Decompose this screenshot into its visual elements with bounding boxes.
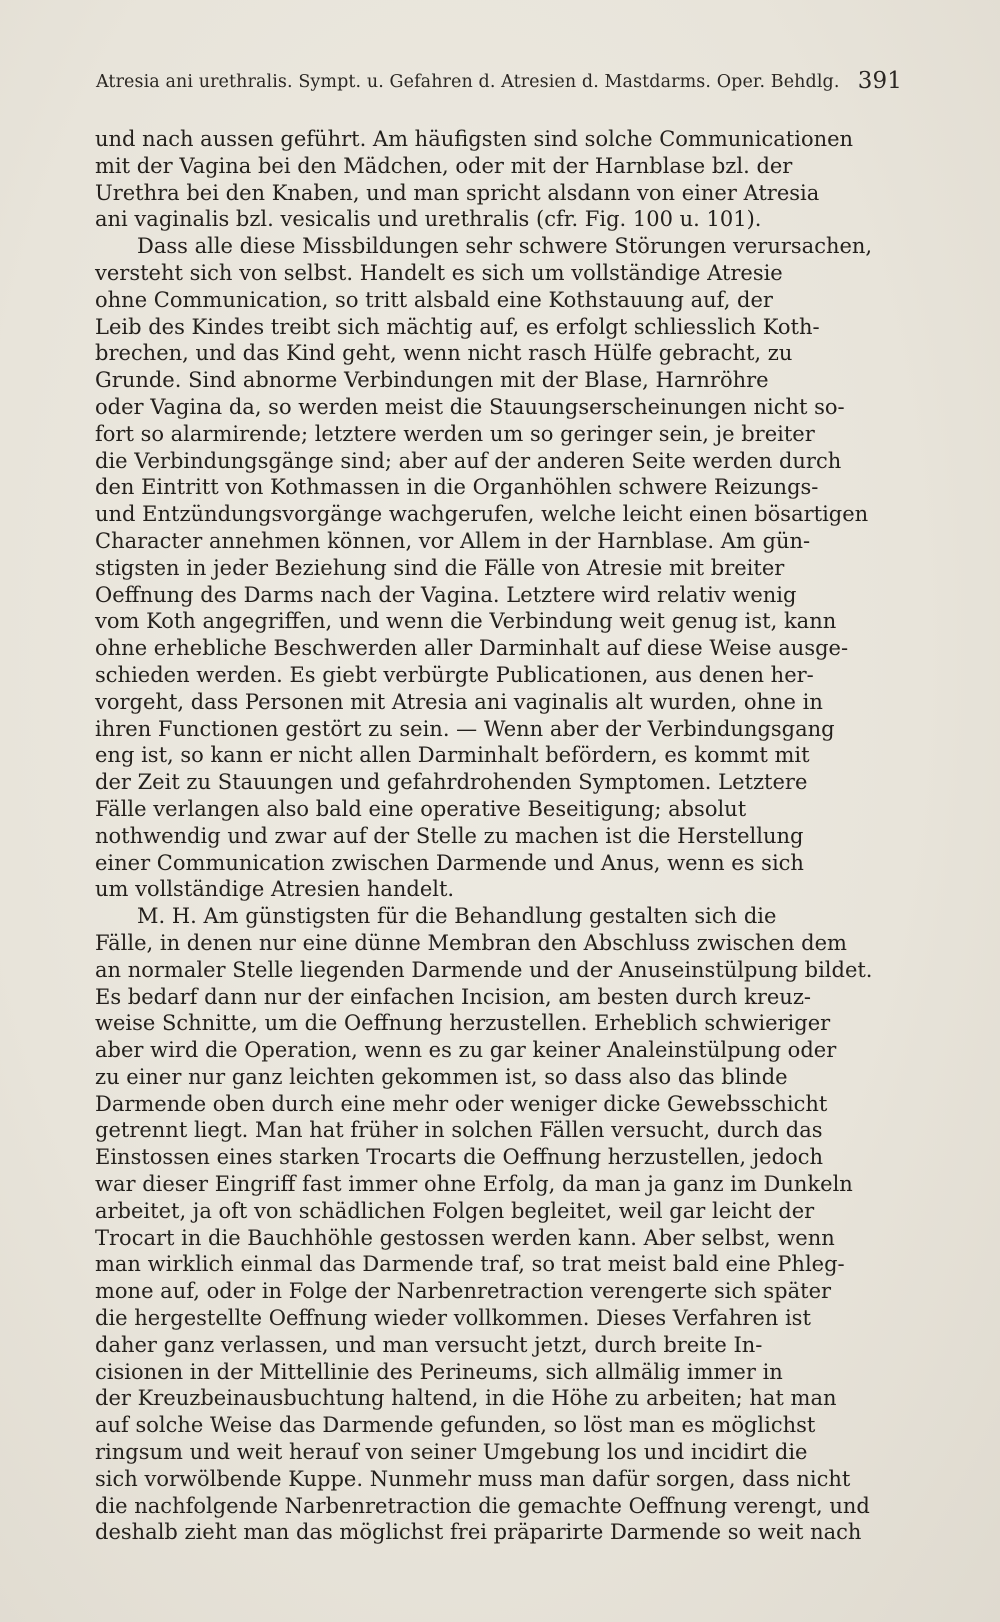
text-line bbox=[95, 501, 905, 528]
text-line-content: vorgeht, dass Personen mit Atresia ani vaginalis alt wurden, ohne in bbox=[95, 689, 823, 714]
text-line bbox=[95, 823, 905, 850]
text-line bbox=[95, 903, 905, 930]
text-line bbox=[95, 474, 905, 501]
text-line bbox=[95, 1037, 905, 1064]
text-line bbox=[95, 1171, 905, 1198]
text-line-content: Trocart in die Bauchhöhle gestossen werden kann. Aber selbst, wenn bbox=[95, 1225, 835, 1250]
text-line bbox=[95, 876, 905, 903]
text-line bbox=[95, 742, 905, 769]
text-line-content: vom Koth angegriffen, und wenn die Verbindung weit genug ist, kann bbox=[95, 609, 837, 634]
text-line-content: aber wird die Operation, wenn es zu gar keiner Analeinstülpung oder bbox=[95, 1038, 837, 1063]
text-line bbox=[95, 1198, 905, 1225]
text-line-content: ringsum und weit herauf von seiner Umgebung los und incidirt die bbox=[95, 1440, 808, 1465]
text-line-content: einer Communication zwischen Darmende und Anus, wenn es sich bbox=[95, 850, 804, 875]
text-line bbox=[95, 1466, 905, 1493]
text-line-content: fort so alarmirende; letztere werden um so geringer sein, je breiter bbox=[95, 421, 815, 446]
text-line-content: der Zeit zu Stauungen und gefahrdrohenden Symptomen. Letztere bbox=[95, 770, 808, 795]
text-line-content: an normaler Stelle liegenden Darmende und der Anuseinstülpung bildet. bbox=[95, 957, 873, 982]
text-line bbox=[95, 340, 905, 367]
text-line-content: nothwendig und zwar auf der Stelle zu machen ist die Herstellung bbox=[95, 823, 804, 848]
text-line-content: die nachfolgende Narbenretraction die gemachte Oeffnung verengt, und bbox=[95, 1493, 870, 1518]
text-line bbox=[95, 796, 905, 823]
text-line bbox=[95, 555, 905, 582]
running-head-title: Atresia ani urethralis. Sympt. u. Gefahren d. Atresien d. Mastdarms. Oper. Behdlg. bbox=[96, 72, 840, 92]
text-line-content: ohne Communication, so tritt alsbald eine Kothstauung auf, der bbox=[95, 287, 773, 312]
text-line bbox=[95, 233, 905, 260]
text-line bbox=[95, 984, 905, 1011]
text-line-content: ohne erhebliche Beschwerden aller Darminhalt auf diese Weise ausge- bbox=[95, 636, 849, 661]
text-line-content: war dieser Eingriff fast immer ohne Erfolg, da man ja ganz im Dunkeln bbox=[95, 1172, 853, 1197]
text-line bbox=[95, 1144, 905, 1171]
text-line bbox=[95, 1519, 905, 1546]
text-line-content: schieden werden. Es giebt verbürgte Publicationen, aus denen her- bbox=[95, 662, 814, 687]
text-line-content: ihren Functionen gestört zu sein. — Wenn aber der Verbindungsgang bbox=[95, 716, 835, 741]
text-line-content: der Kreuzbeinausbuchtung haltend, in die Höhe zu arbeiten; hat man bbox=[95, 1386, 837, 1411]
text-line bbox=[95, 126, 905, 153]
text-line bbox=[95, 394, 905, 421]
text-line bbox=[95, 1251, 905, 1278]
running-head bbox=[96, 68, 902, 102]
text-line-content: die hergestellte Oeffnung wieder vollkommen. Dieses Verfahren ist bbox=[95, 1306, 811, 1331]
text-line-content: weise Schnitte, um die Oeffnung herzustellen. Erheblich schwieriger bbox=[95, 1011, 831, 1036]
page-number: 391 bbox=[857, 68, 902, 94]
text-line-content: M. H. Am günstigsten für die Behandlung gestalten sich die bbox=[137, 904, 777, 929]
text-line-content: Oeffnung des Darms nach der Vagina. Letztere wird relativ wenig bbox=[95, 582, 797, 607]
text-line bbox=[95, 448, 905, 475]
text-line bbox=[95, 662, 905, 689]
text-line-content: und Entzündungsvorgänge wachgerufen, welche leicht einen bösartigen bbox=[95, 502, 869, 527]
text-line bbox=[95, 1064, 905, 1091]
text-line bbox=[95, 635, 905, 662]
text-line bbox=[95, 769, 905, 796]
text-line-content: Fälle, in denen nur eine dünne Membran den Abschluss zwischen dem bbox=[95, 930, 847, 955]
text-line-content: mit der Vagina bei den Mädchen, oder mit der Harnblase bzl. der bbox=[95, 153, 793, 178]
text-line bbox=[95, 1278, 905, 1305]
text-line bbox=[95, 1091, 905, 1118]
text-line-content: den Eintritt von Kothmassen in die Organhöhlen schwere Reizungs- bbox=[95, 475, 819, 500]
text-line bbox=[95, 1412, 905, 1439]
text-line-content: sich vorwölbende Kuppe. Nunmehr muss man dafür sorgen, dass nicht bbox=[95, 1466, 851, 1491]
text-line bbox=[95, 1439, 905, 1466]
text-line-content: daher ganz verlassen, und man versucht jetzt, durch breite In- bbox=[95, 1332, 763, 1357]
text-line-content: zu einer nur ganz leichten gekommen ist, so dass also das blinde bbox=[95, 1064, 788, 1089]
text-line bbox=[95, 314, 905, 341]
text-line-content: ani vaginalis bzl. vesicalis und urethralis (cfr. Fig. 100 u. 101). bbox=[95, 207, 762, 232]
body-text bbox=[95, 126, 905, 1546]
text-line-content: und nach aussen geführt. Am häufigsten sind solche Communicationen bbox=[95, 127, 854, 151]
text-line bbox=[95, 1332, 905, 1359]
text-line bbox=[95, 1305, 905, 1332]
text-line bbox=[95, 153, 905, 180]
text-line bbox=[95, 1493, 905, 1520]
text-line-content: arbeitet, ja oft von schädlichen Folgen begleitet, weil gar leicht der bbox=[95, 1198, 815, 1223]
text-line bbox=[95, 850, 905, 877]
text-line-content: Grunde. Sind abnorme Verbindungen mit der Blase, Harnröhre bbox=[95, 368, 769, 393]
text-line-content: cisionen in der Mittellinie des Perineums, sich allmälig immer in bbox=[95, 1359, 783, 1384]
text-line-content: eng ist, so kann er nicht allen Darminhalt befördern, es kommt mit bbox=[95, 743, 810, 768]
text-line-content: versteht sich von selbst. Handelt es sich um vollständige Atresie bbox=[95, 260, 783, 285]
text-line-content: getrennt liegt. Man hat früher in solchen Fällen versucht, durch das bbox=[95, 1118, 823, 1143]
text-line bbox=[95, 1010, 905, 1037]
text-line bbox=[95, 1225, 905, 1252]
text-line-content: Einstossen eines starken Trocarts die Oeffnung herzustellen, jedoch bbox=[95, 1145, 823, 1170]
text-line-content: Fälle verlangen also bald eine operative Beseitigung; absolut bbox=[95, 796, 747, 821]
text-line-content: die Verbindungsgänge sind; aber auf der anderen Seite werden durch bbox=[95, 448, 842, 473]
text-line bbox=[95, 957, 905, 984]
text-line bbox=[95, 716, 905, 743]
text-line-content: Urethra bei den Knaben, und man spricht alsdann von einer Atresia bbox=[95, 180, 820, 205]
text-line-content: auf solche Weise das Darmende gefunden, so löst man es möglichst bbox=[95, 1413, 816, 1438]
text-line-content: Darmende oben durch eine mehr oder weniger dicke Gewebsschicht bbox=[95, 1091, 828, 1116]
text-line-content: brechen, und das Kind geht, wenn nicht rasch Hülfe gebracht, zu bbox=[95, 341, 793, 366]
text-line bbox=[95, 206, 905, 233]
text-line-content: Es bedarf dann nur der einfachen Incision, am besten durch kreuz- bbox=[95, 984, 811, 1009]
text-line bbox=[95, 930, 905, 957]
text-line bbox=[95, 582, 905, 609]
text-line-content: Leib des Kindes treibt sich mächtig auf, es erfolgt schliesslich Koth- bbox=[95, 314, 820, 339]
text-line bbox=[95, 180, 905, 207]
text-line bbox=[95, 528, 905, 555]
text-line bbox=[95, 1117, 905, 1144]
text-line-content: deshalb zieht man das möglichst frei präparirte Darmende so weit nach bbox=[95, 1520, 862, 1545]
text-line bbox=[95, 421, 905, 448]
text-line bbox=[95, 689, 905, 716]
text-line bbox=[95, 287, 905, 314]
text-line-content: mone auf, oder in Folge der Narbenretraction verengerte sich später bbox=[95, 1279, 832, 1304]
text-line bbox=[95, 260, 905, 287]
text-line-content: Character annehmen können, vor Allem in der Harnblase. Am gün- bbox=[95, 528, 811, 553]
text-line-content: man wirklich einmal das Darmende traf, so trat meist bald eine Phleg- bbox=[95, 1252, 845, 1277]
text-line bbox=[95, 1385, 905, 1412]
text-line bbox=[95, 367, 905, 394]
text-line bbox=[95, 608, 905, 635]
text-line-content: Dass alle diese Missbildungen sehr schwere Störungen verursachen, bbox=[137, 234, 873, 259]
text-line bbox=[95, 1359, 905, 1386]
text-line-content: um vollständige Atresien handelt. bbox=[95, 877, 455, 902]
text-line-content: stigsten in jeder Beziehung sind die Fälle von Atresie mit breiter bbox=[95, 555, 785, 580]
text-line-content: oder Vagina da, so werden meist die Stauungserscheinungen nicht so- bbox=[95, 394, 845, 419]
